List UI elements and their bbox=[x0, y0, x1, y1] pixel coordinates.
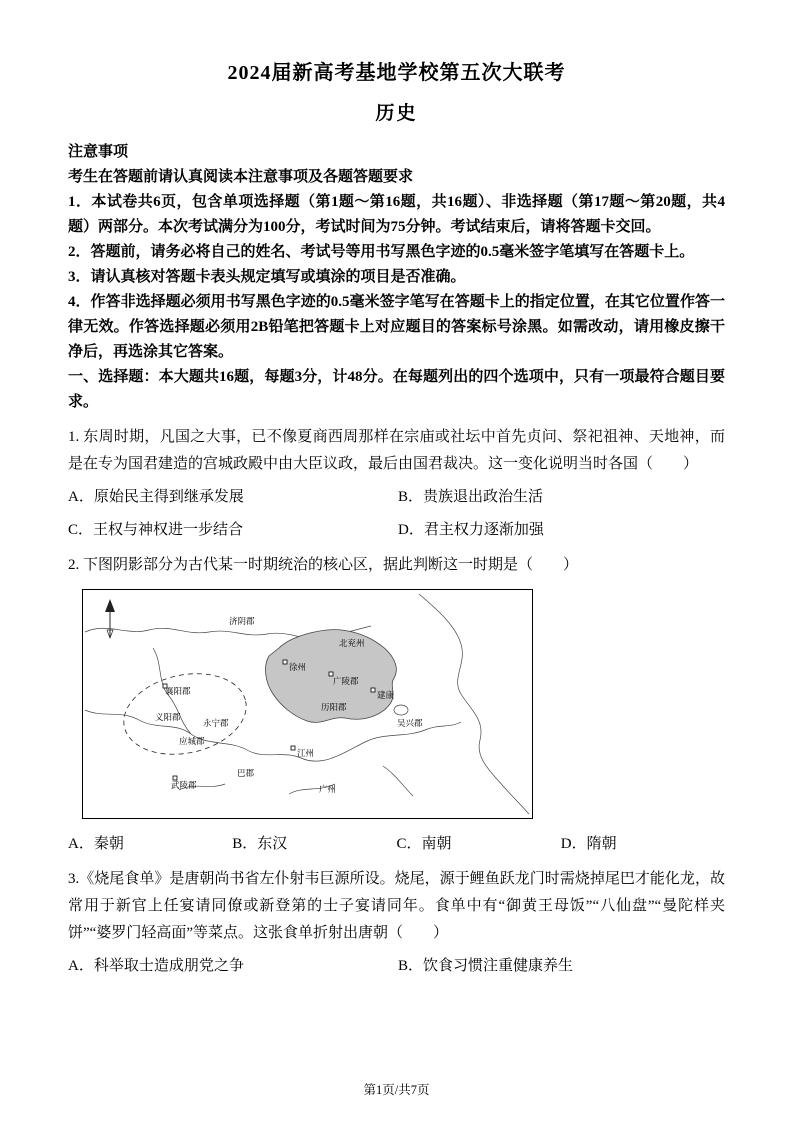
notice-item-2: 2．答题前，请务必将自己的姓名、考试号等用书写黑色字迹的0.5毫米签字笔填写在答题卡上。 bbox=[68, 244, 695, 260]
footer-page-number: 第1页/共7页 bbox=[363, 1083, 430, 1097]
question-3-option-b: B．饮食习惯注重健康养生 bbox=[398, 958, 574, 974]
notice-item-1: 1．本试卷共6页，包含单项选择题（第1题～第16题，共16题）、非选择题（第17题～第20题，共4题）两部分。本次考试满分为100分，考试时间为75分钟。考试结束后，请将答题卡交回。 bbox=[68, 194, 725, 235]
exam-map-figure bbox=[82, 589, 533, 819]
question-3-option-a: A．科举取士造成朋党之争 bbox=[68, 958, 244, 974]
lake bbox=[394, 705, 408, 715]
section-heading: 一、选择题：本大题共16题，每题3分，计48分。在每题列出的四个选项中，只有一项最符合题目要求。 bbox=[68, 369, 725, 410]
map-label: 襄阳郡 bbox=[165, 686, 191, 696]
question-1-option-d: D．君主权力逐渐加强 bbox=[398, 522, 544, 538]
question-2-options bbox=[68, 832, 725, 857]
exam-map bbox=[83, 590, 532, 818]
map-label: 义阳郡 bbox=[155, 712, 181, 722]
city-marker bbox=[371, 688, 375, 692]
dashed-region bbox=[116, 663, 254, 765]
north-arrow-icon bbox=[105, 599, 115, 638]
question-2 bbox=[68, 552, 725, 857]
question-1-stem: 1. 东周时期，凡国之大事，已不像夏商西周那样在宗庙或社坛中首先贞问、祭祀祖神、天地神，而是在专为国君建造的宫城政殿中由大臣议政，最后由国君裁决。这一变化说明当时各国（ ） bbox=[68, 429, 725, 472]
notice-item-3: 3．请认真核对答题卡表头规定填写或填涂的项目是否准确。 bbox=[68, 269, 466, 285]
map-label: 建康 bbox=[377, 690, 395, 700]
subject-title: 历史 bbox=[375, 103, 418, 124]
question-1 bbox=[68, 424, 725, 543]
page-title: 2024届新高考基地学校第五次大联考 bbox=[227, 62, 566, 84]
question-2-stem: 2. 下图阴影部分为古代某一时期统治的核心区，据此判断这一时期是（ ） bbox=[68, 557, 579, 573]
question-2-option-d: D．隋朝 bbox=[560, 836, 617, 852]
question-2-option-b: B．东汉 bbox=[232, 836, 288, 852]
question-1-option-b: B．贵族退出政治生活 bbox=[398, 489, 544, 505]
question-2-option-a: A．秦朝 bbox=[68, 836, 124, 852]
question-1-option-a: A．原始民主得到继承发展 bbox=[68, 489, 244, 505]
map-label: 武陵郡 bbox=[171, 780, 197, 790]
notice-item-4: 4．作答非选择题必须用书写黑色字迹的0.5毫米签字笔写在答题卡上的指定位置，在其它位置作答一律无效。作答选择题必须用2B铅笔把答题卡上对应题目的答案标号涂黑。如需改动，请用橡皮擦干净后，再选涂其它答案。 bbox=[68, 294, 725, 360]
map-label: 应城郡 bbox=[179, 736, 205, 746]
question-1-option-c: C．王权与神权进一步结合 bbox=[68, 522, 244, 538]
map-label: 江州 bbox=[297, 748, 315, 758]
notice-subheading: 考生在答题前请认真阅读本注意事项及各题答题要求 bbox=[68, 169, 414, 185]
question-3-stem: 3.《烧尾食单》是唐朝尚书省左仆射韦巨源所设。烧尾，源于鲤鱼跃龙门时需烧掉尾巴才能化龙，故常用于新官上任宴请同僚或新登第的士子宴请同年。食单中有“御黄王母饭”“八仙盘”“曼陀样夹饼”“婆罗门轻高面”等菜点。这张食单折射出唐朝（ ） bbox=[68, 871, 725, 941]
map-label: 济阴郡 bbox=[229, 616, 255, 626]
coastline bbox=[419, 594, 529, 814]
notice-heading: 注意事项 bbox=[68, 144, 129, 160]
map-label: 永宁郡 bbox=[203, 718, 229, 728]
map-label: 北兖州 bbox=[339, 638, 365, 648]
map-label: 历阳郡 bbox=[321, 702, 347, 712]
map-label: 广陵郡 bbox=[333, 676, 359, 686]
question-1-options bbox=[68, 485, 725, 543]
map-label: 徐州 bbox=[289, 662, 307, 672]
city-marker bbox=[291, 746, 295, 750]
map-label: 巴郡 bbox=[237, 768, 255, 778]
question-3-options bbox=[68, 954, 725, 979]
city-marker bbox=[283, 660, 287, 664]
notice-section bbox=[68, 140, 725, 365]
question-3 bbox=[68, 866, 725, 979]
stream-3 bbox=[383, 766, 413, 796]
map-label: 吴兴郡 bbox=[397, 718, 423, 728]
question-2-option-c: C．南朝 bbox=[396, 836, 452, 852]
map-label: 广州 bbox=[319, 784, 337, 794]
